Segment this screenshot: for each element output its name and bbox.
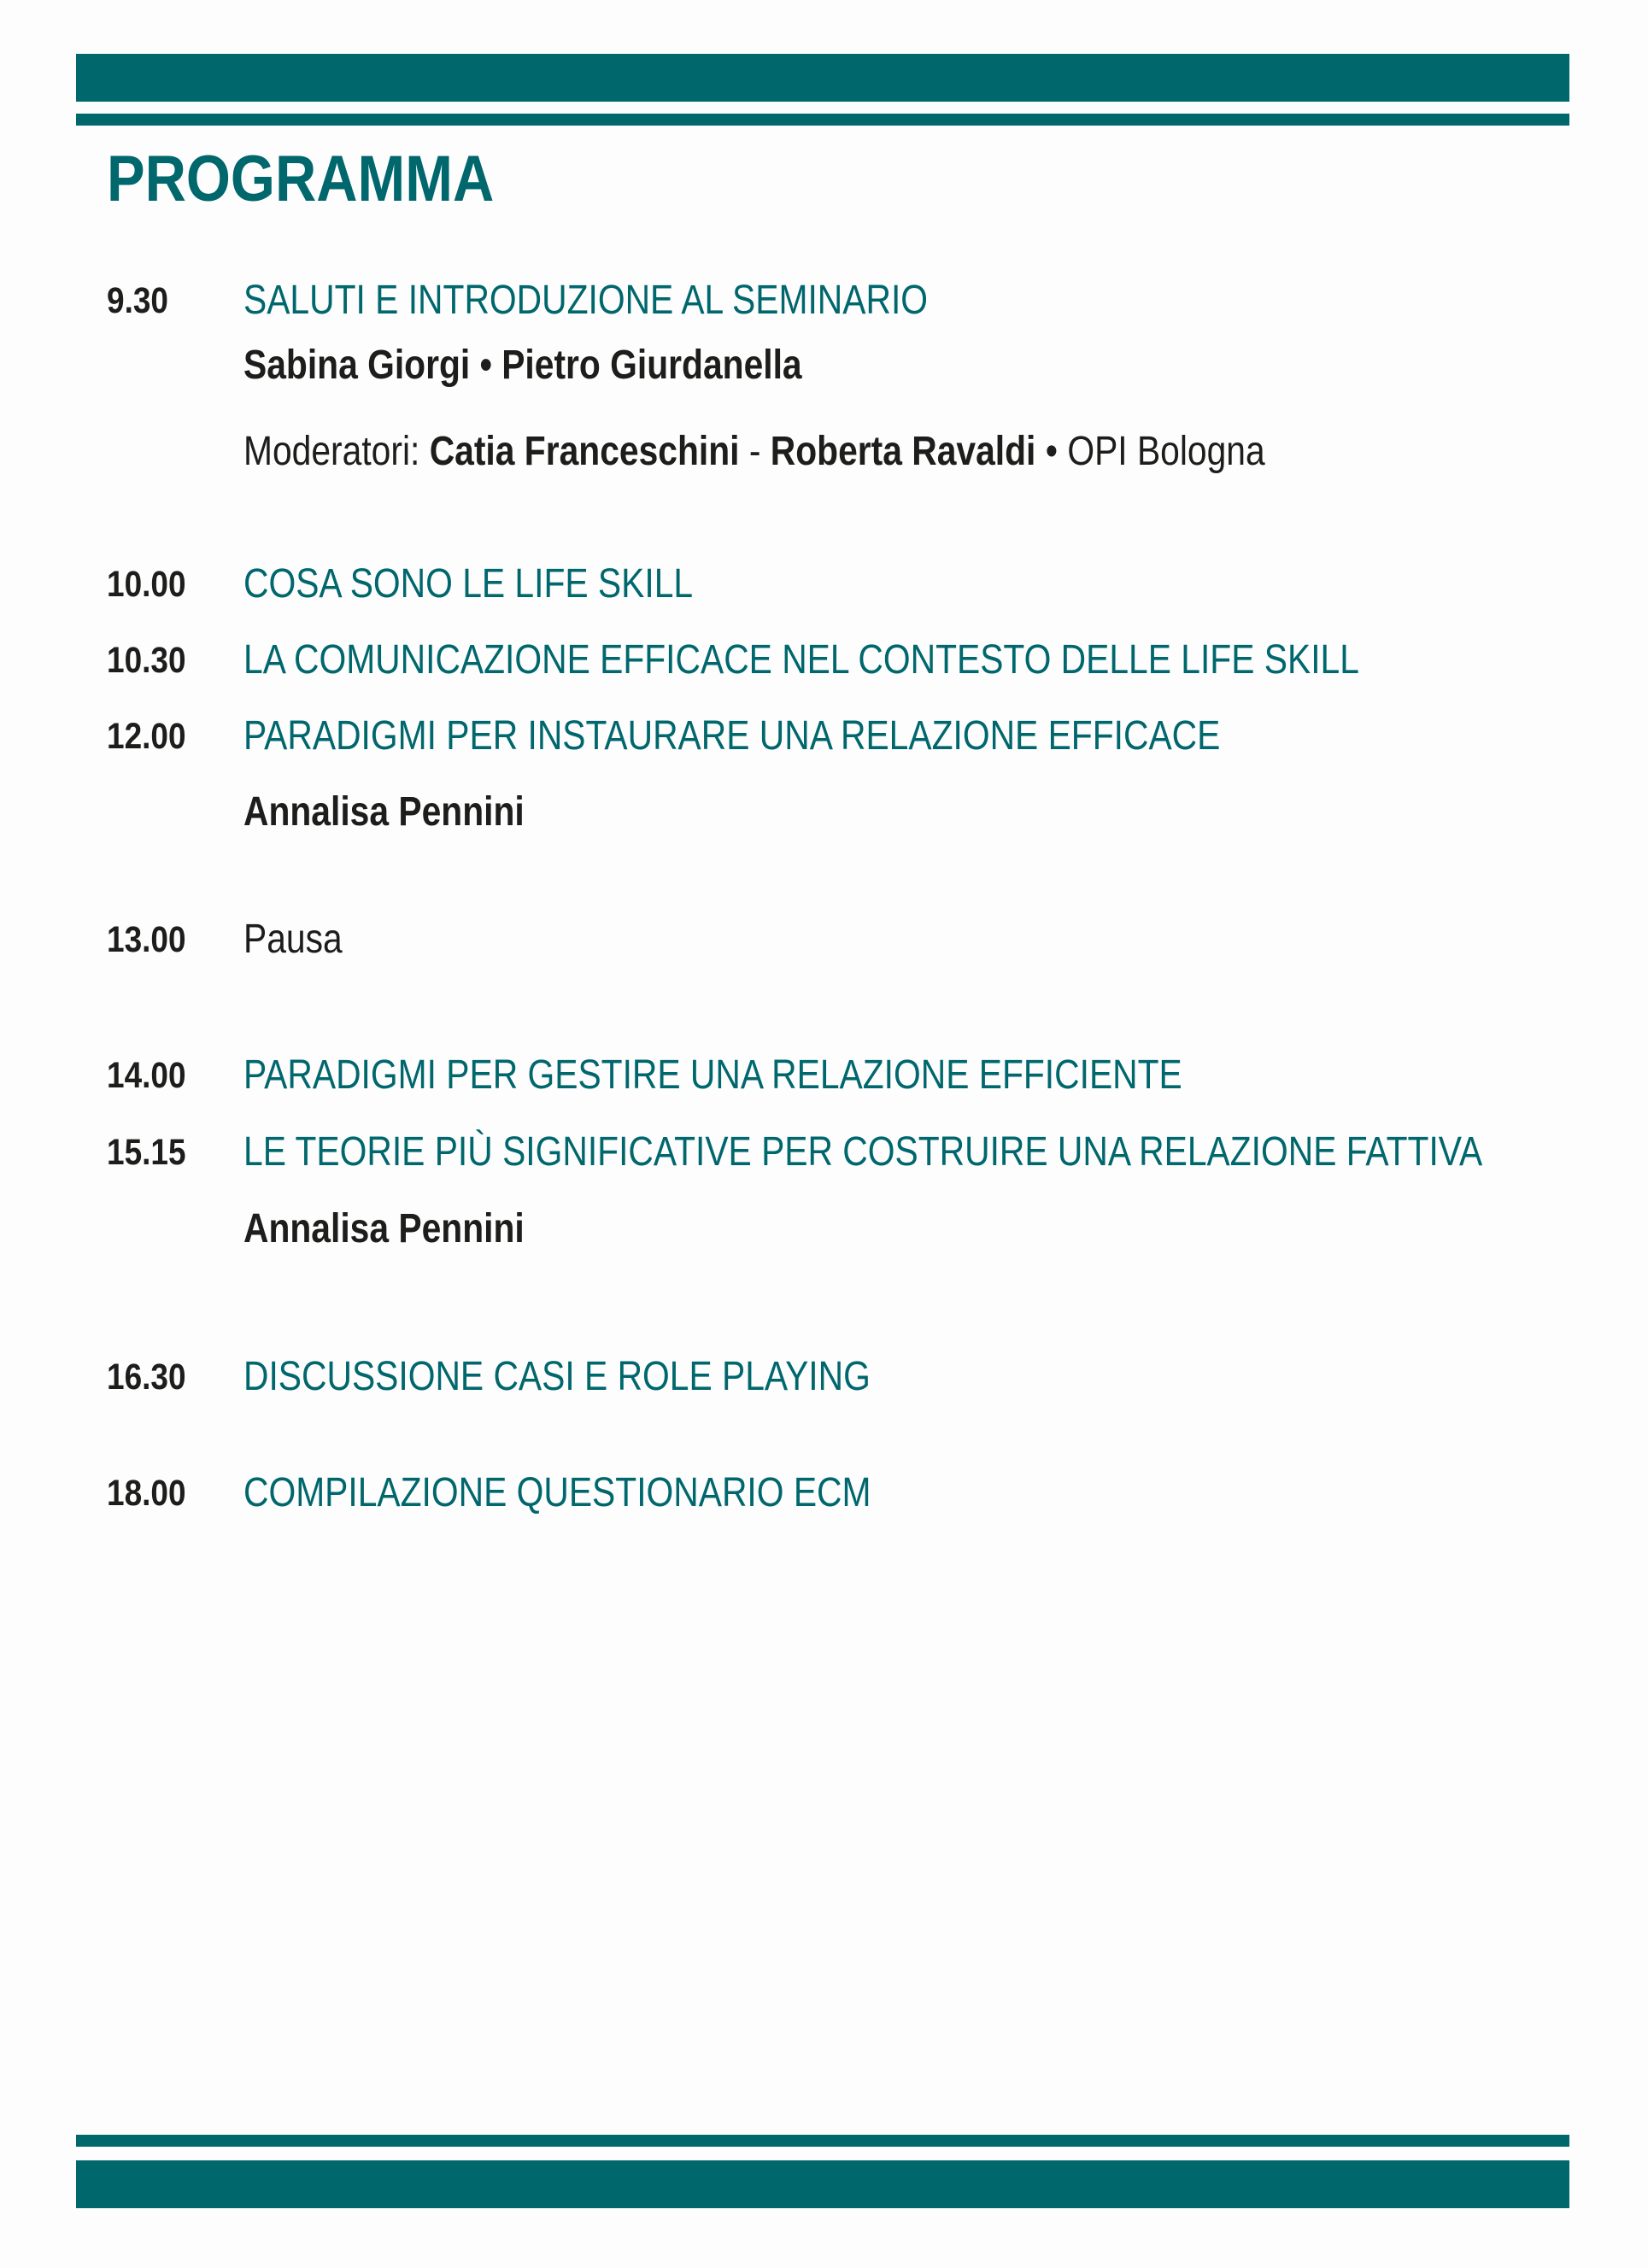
schedule-time: 15.15 <box>107 1132 186 1173</box>
schedule-item <box>107 1050 1571 1101</box>
speaker-name: Annalisa Pennini <box>243 789 525 835</box>
bullet-separator: • <box>1035 429 1068 474</box>
speakers <box>243 340 802 391</box>
top-band-thin <box>76 114 1569 126</box>
moderator-name: Roberta Ravaldi <box>770 429 1036 474</box>
schedule-topic: LA COMUNICAZIONE EFFICACE NEL CONTESTO DELLE LIFE SKILL <box>243 637 1359 683</box>
schedule-item <box>107 559 1571 610</box>
schedule-time: 16.30 <box>107 1357 186 1398</box>
bottom-band-thick <box>76 2160 1569 2208</box>
bullet-separator: • <box>470 343 502 388</box>
schedule-time: 18.00 <box>107 1473 186 1514</box>
schedule-time: 10.30 <box>107 640 186 681</box>
page-title: PROGRAMMA <box>107 143 495 215</box>
schedule-topic: SALUTI E INTRODUZIONE AL SEMINARIO <box>243 278 929 323</box>
schedule-item <box>107 1351 1571 1403</box>
schedule-item <box>107 711 1571 762</box>
bottom-band-thin <box>76 2135 1569 2147</box>
schedule-topic: LE TEORIE PIÙ SIGNIFICATIVE PER COSTRUIRE UNA RELAZIONE FATTIVA <box>243 1129 1483 1175</box>
schedule-topic: PARADIGMI PER GESTIRE UNA RELAZIONE EFFICIENTE <box>243 1052 1182 1098</box>
schedule-topic: COSA SONO LE LIFE SKILL <box>243 561 694 607</box>
schedule-item <box>107 275 1571 326</box>
schedule-topic: DISCUSSIONE CASI E ROLE PLAYING <box>243 1354 871 1399</box>
schedule-time: 13.00 <box>107 919 186 960</box>
speakers-line <box>107 787 1571 838</box>
schedule-item <box>107 914 1571 965</box>
speaker-name: Sabina Giorgi <box>243 343 471 388</box>
schedule-topic: COMPILAZIONE QUESTIONARIO ECM <box>243 1470 871 1515</box>
top-band-thick <box>76 54 1569 102</box>
moderators-line <box>107 426 1571 478</box>
dash-separator: - <box>739 429 771 474</box>
schedule-item <box>107 635 1571 686</box>
schedule-time: 14.00 <box>107 1055 186 1096</box>
speakers-line <box>107 1204 1571 1255</box>
schedule-time: 12.00 <box>107 716 186 757</box>
moderators <box>243 426 1265 478</box>
schedule-topic: PARADIGMI PER INSTAURARE UNA RELAZIONE EFFICACE <box>243 713 1221 759</box>
organization: OPI Bologna <box>1067 429 1265 474</box>
schedule-item <box>107 1468 1571 1519</box>
break-label: Pausa <box>243 917 343 962</box>
moderator-name: Catia Franceschini <box>429 429 740 474</box>
schedule-time: 10.00 <box>107 564 186 605</box>
speakers-line <box>107 340 1571 391</box>
schedule-item <box>107 1127 1571 1178</box>
schedule-time: 9.30 <box>107 280 168 321</box>
speaker-name: Annalisa Pennini <box>243 1206 525 1251</box>
moderators-label: Moderatori: <box>243 429 430 474</box>
speaker-name: Pietro Giurdanella <box>501 343 802 388</box>
